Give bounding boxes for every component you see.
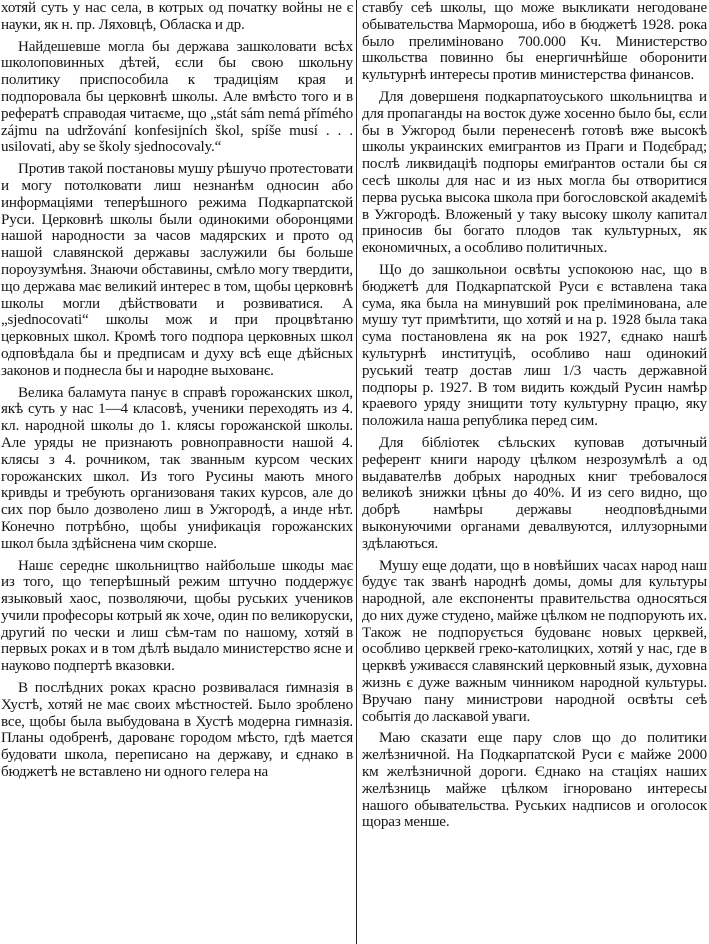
paragraph: Велика баламута панує в справѣ горожанских школ, якѣ суть у нас 1—4 класовѣ, ученики переходять из 4. кл. народной школы до 1. клясы горожанской школы. Але уряды не признають ровноправности нашой 4. клясы з 4. рочником, так званным курсом ческих горожанских школ. Из того Русины мають много кривды и требують организованя таких курсов, але до сих пор было дозволено лиш в Ужгородѣ, а инде нѣт. Конечно потрѣбно, щобы унификація горожанских школ была здѣйснена чим скорше.	[1, 384, 353, 552]
paragraph: Що до зашкольнои освѣты успокоюю нас, що в бюджетѣ для Подкарпатской Руси є вставлена така сума, яка была на минувший рок преліминована, але мушу тут примѣтити, що хотяй и на р. 1928 была така сума постановлена як на рок 1927, єднако нашѣ культурнѣ институціѣ, особливо наш одинокий руський театр достав лиш 1/3 часть державной подпоры р. 1927. В том видить кождый Русин намѣр краевого уряду знищити тоту культурну працю, яку положила наша република перед сим.	[362, 261, 707, 430]
right-column	[362, 0, 707, 944]
paragraph-continued: хотяй суть у нас села, в котрых од початку войны не є науки, як н. пр. Ляховцѣ, Обласка и др.	[1, 0, 353, 33]
column-divider	[356, 0, 357, 944]
paragraph: Найдешевше могла бы держава зашколовати всѣх школоповинных дѣтей, єсли бы свою школьну политику приспособила к традиціям края и подпоровала бы церковнѣ школы. Але вмѣсто того и в рефератѣ справодая читаєме, що „stát sám nemá přímého zájmu na udržování konfesijních škol, spíše musí . . . usilovati, aby se školy sjednocovaly.“	[1, 38, 353, 156]
paragraph: Мушу еще додати, що в новѣйших часах народ наш будує так званѣ народнѣ домы, домы для культуры народной, але експоненты правительства односяться до них дуже студено, майже цѣлком не подпорують их. Також не подпорується будованє новых церквей, особливо церквей греко-католицких, хотяй у нас, где в церквѣ уживаєся славянский церковный язык, духовна жизнь є дуже важным чинником народной культуры. Вручаю пану министрови народной освѣты сеѣ событія до ласкавой уваги.	[362, 557, 707, 725]
paragraph: Против такой постановы мушу рѣшучо протестовати и могу потолковати лиш незнанѣм односин або информаціями теперѣшного режима Подкарпатской Руси. Церковнѣ школы были одинокими оборонцями нашой народности за часов мадярских и прото од нашой славянской державы заслужили бы больше пороузумѣня. Знаючи обставины, смѣло могу твердити, що держава має великий интерес в том, щобы церковнѣ школы могли дѣйствовати и розвиватися. А „sjednocovati“ школы мож и при процвѣтаню церковных школ. Кромѣ того подпора церковных школ одповѣдала бы и предписам и духу всѣ еще дѣйсных законов и поднесла бы и народне выхованє.	[1, 161, 353, 379]
paragraph: Для бібліотек сѣльских куповав дотычный референт книги народу цѣлком незрозумѣлѣ а од выдавателѣв добрых народных книг требовалося великоѣ знижки цѣны до 40%. И из сего видно, що добрѣ намѣры державы неодповѣдными выконуючими органами девалвуются, иллузорными здѣлаються.	[362, 434, 707, 552]
paragraph: Нашє середнє школьництво найбольше шкоды має из того, що теперѣшный режим штучно поддержує языковый хаос, позволяючи, щобы руських учеников учили професоры котрый як хоче, один по великоруски, другий по чески и лиш сѣм-там по нашому, хотяй в первых роках и в том дѣлѣ выдало министерство ясне и науково подпертѣ вказовки.	[1, 557, 353, 675]
left-column	[1, 0, 353, 944]
paragraph: Для довершеня подкарпатоуського школьництва и для пропаганды на восток дуже хосенно было бы, єсли бы в Ужгород были перенесенѣ готовѣ вже высокѣ школы украинских емигрантов из Праги и Подєбрад; послѣ ликвидаціѣ подпоры емиґрантов остали бы ся сесѣ школы для нас и из ных могла бы отворитися перва руська высока школа при богословской академіѣ в Ужгородѣ. Вложеный у таку высоку школу капитал приносив бы богато плодов так культурных, як економичных, а особливо политичных.	[362, 88, 707, 257]
paragraph-continued: ставбу сеѣ школы, що може выкликати негодоване обывательства Мармороша, ибо в бюджетѣ 1928. рока было прелиміновано 700.000 Кч. Министерство школьства повинно бы енергичнѣйше оборонити культурнѣ интересы против министерства финансов.	[362, 0, 707, 84]
paragraph: В послѣдних роках красно розвивалася ґимназія в Хустѣ, хотяй не має своих мѣстностей. Было зроблено все, щобы была выбудована в Хустѣ модерна гимназія. Планы одобренѣ, дарованє городом мѣсто, гдѣ мается будовати школа, переписано на державу, и єднако в бюджетѣ не вставлено ни одного гелера на	[1, 680, 353, 781]
paragraph: Маю сказати еще пару слов що до политики желѣзничной. На Подкарпатской Руси є майже 2000 км желѣзничной дороги. Єднако на стаціях наших желѣзниць майже цѣлком ігнорованo интересы нашого обывательства. Руських надписов и оголосок щораз менше.	[362, 730, 707, 831]
